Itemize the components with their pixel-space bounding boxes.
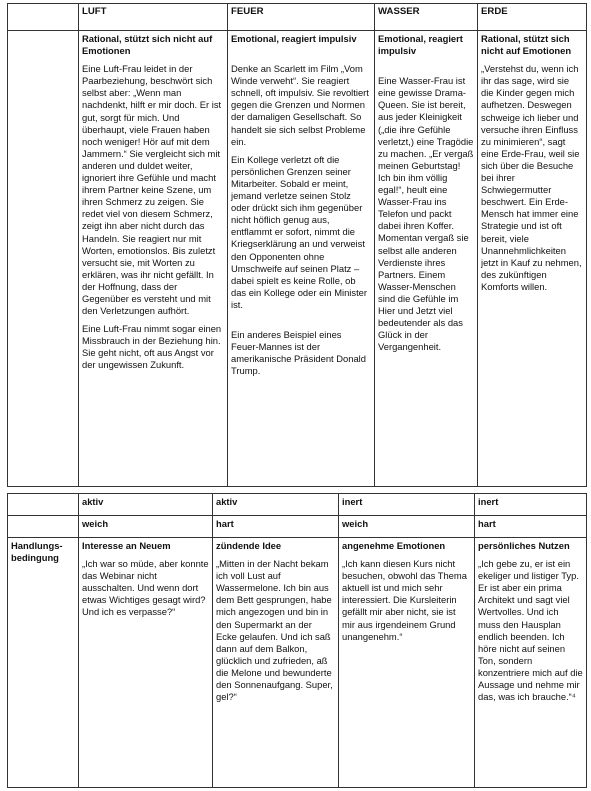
feuer-paragraph: Ein anderes Beispiel eines Feuer-Mannes ist der amerikanische Präsident Donald Trump.: [231, 328, 366, 377]
header-empty: [8, 4, 79, 31]
luft-paragraph: Eine Luft-Frau nimmt sogar einen Missbrauch in der Beziehung hin. Sie geht nicht, oft aus Angst vor der ungewissen Zukunft.: [82, 323, 222, 371]
wasser-subheader: Emotional, reagiert impulsiv: [378, 33, 463, 57]
feuer-paragraph: Ein Kollege verletzt oft die persönlichen Grenzen seiner Mitarbeiter. Sobald er meint, jemand verletze seinen Stolz oder drückt sich ihm gegenüber nicht höflich genug aus, entflammt er sofort, nimmt die Kriegserklärung an und verweist den Opponenten ohne Umschweife auf seinen Platz – dabei spielt es keine Rolle, ob das ein Kollege oder ein Minister ist.: [231, 153, 368, 310]
luft-paragraph: Eine Luft-Frau leidet in der Paarbeziehung, beschwört sich selbst aber: „Wenn man nachdenkt, hilft er mir doch. Er ist gut, sorgt für mich. Und überhaupt, viele Frauen haben noch weniger! Hör auf mit dem Jammern.“ Sie vergleicht sich mit anderen und duldet weiter, ignoriert ihre Gefühle und macht ihrem Partner keine Szene, um ihren Schmerz zu zeigen. Sie redet viel von diesem Schmerz, zeigt ihn aber nicht durch das Handeln. Sie reagiert nur mit Worten, emotionslos. Bis zuletzt versucht sie, mit Worten zu erklären, was ihr nicht gefällt. In der Hoffnung, dass der Gegenüber es versteht und mit den Verletzungen aufhört.: [82, 63, 222, 317]
condition-quote: „Ich gebe zu, er ist ein ekeliger und listiger Typ. Er ist aber ein prima Architekt und sagt viel Wertvolles. Und ich muss den Hausplan endlich beenden. Ich höre nicht auf seinen Ton, sondern konzentriere mich auf die Aussage und nehme mir das, was ich brauche.“⁴: [478, 558, 583, 703]
softness-cell: hart: [475, 516, 587, 538]
softness-row: [8, 516, 587, 538]
condition-cell: [339, 538, 475, 788]
header-luft: LUFT: [79, 4, 228, 31]
softness-cell: weich: [339, 516, 475, 538]
feuer-subheader: Emotional, reagiert impulsiv: [231, 33, 357, 44]
header-feuer: FEUER: [228, 4, 375, 31]
elements-table: [7, 3, 587, 487]
activity-cell: aktiv: [79, 494, 213, 516]
header-erde: ERDE: [478, 4, 587, 31]
luft-cell: [79, 31, 228, 487]
luft-subheader: Rational, stützt sich nicht auf Emotionen: [82, 33, 213, 57]
description-empty: [8, 31, 79, 487]
softness-empty: [8, 516, 79, 538]
wasser-cell: [375, 31, 478, 487]
softness-cell: hart: [213, 516, 339, 538]
description-row: [8, 31, 587, 487]
condition-quote: „Ich kann diesen Kurs nicht besuchen, obwohl das Thema aktuell ist und mich sehr interessiert. Die Kursleiterin gefällt mir aber nicht, sie ist mir aus irgendeinem Grund unangenehm.“: [342, 558, 467, 642]
wasser-paragraph: Eine Wasser-Frau ist eine gewisse Drama-Queen. Sie ist bereit, aus jeder Kleinigkeit („die ihre Gefühle verletzt,) eine Tragödie zu machen. „Er vergaß meinen Geburtstag! Ich bin ihm völlig egal!“, heult eine Wasser-Frau ins Telefon und packt dabei ihren Koffer. Momentan vergaß sie selbst alle anderen Verdienste ihres Partners. Einem Wasser-Menschen sind die Gefühle im Hier und Jetzt viel bedeutender als das Glück in der Vergangenheit.: [378, 75, 474, 353]
activity-empty: [8, 494, 79, 516]
softness-cell: weich: [79, 516, 213, 538]
erde-cell: [478, 31, 587, 487]
header-wasser: WASSER: [375, 4, 478, 31]
header-row: [8, 4, 587, 31]
condition-title: persönliches Nutzen: [478, 540, 570, 551]
condition-title: Interesse an Neuem: [82, 540, 171, 551]
feuer-paragraph: Denke an Scarlett im Film „Vom Winde verweht“. Sie reagiert schnell, oft impulsiv. Sie revoltiert gegen die Grenzen und Normen der damaligen Gesellschaft. So handelt sie sich selbst Probleme ein.: [231, 63, 369, 147]
conditions-table: [7, 493, 587, 788]
condition-label: Handlungs-bedingung: [8, 538, 79, 788]
condition-quote: „Mitten in der Nacht bekam ich voll Lust auf Wassermelone. Ich bin aus dem Bett gesprungen, habe mich angezogen und bin in den Supermarkt an der Ecke gelaufen. Und ich saß dann auf dem Balkon, glücklich und zufrieden, aß die Melone und bewunderte den Sonnenaufgang. Super, gel?“: [216, 558, 333, 703]
condition-title: angenehme Emotionen: [342, 540, 446, 551]
erde-paragraph: „Verstehst du, wenn ich ihr das sage, wird sie die Kinder gegen mich aufhetzen. Deswegen schweige ich lieber und versuche ihren Einfluss zu minimieren“, sagt eine Erde-Frau, weil sie sich über die Besuche bei ihrer Schwiegermutter beschwert. Ein Erde-Mensch hat immer eine Strategie und ist oft bereit, viele Unannehmlichkeiten jetzt in Kauf zu nehmen, des zukünftigen Komforts willen.: [481, 63, 582, 292]
condition-quote: „Ich war so müde, aber konnte das Webinar nicht ausschalten. Und wenn dort etwas Wichtiges gesagt wird? Und ich es verpasse?“: [82, 558, 209, 618]
activity-row: [8, 494, 587, 516]
condition-cell: [79, 538, 213, 788]
activity-cell: inert: [475, 494, 587, 516]
condition-cell: [475, 538, 587, 788]
feuer-cell: [228, 31, 375, 487]
erde-subheader: Rational, stützt sich nicht auf Emotionen: [481, 33, 572, 57]
activity-cell: inert: [339, 494, 475, 516]
activity-cell: aktiv: [213, 494, 339, 516]
condition-title: zündende Idee: [216, 540, 282, 551]
condition-row: [8, 538, 587, 788]
condition-cell: [213, 538, 339, 788]
